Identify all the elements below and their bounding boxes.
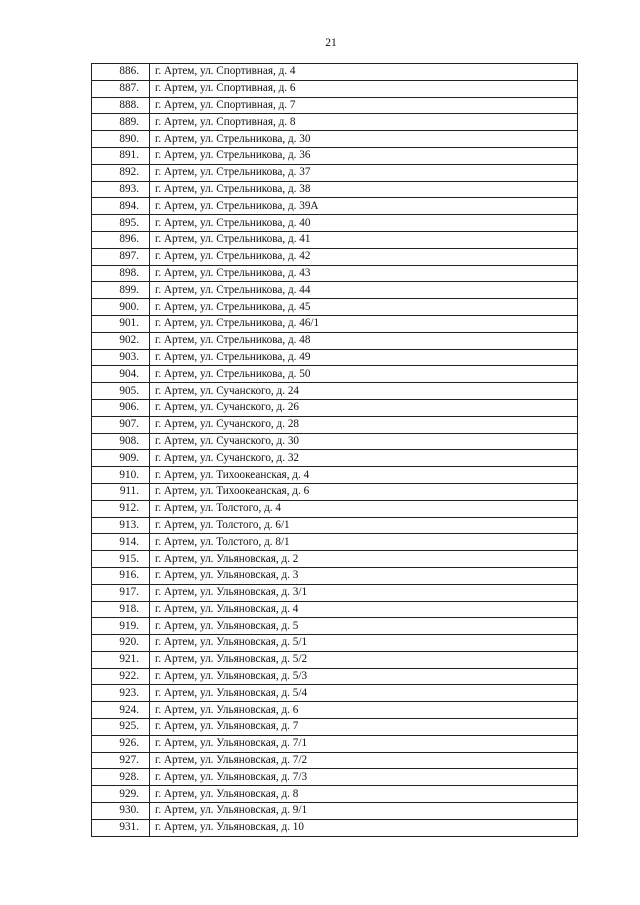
row-address: г. Артем, ул. Стрельникова, д. 50 — [150, 366, 578, 383]
row-address: г. Артем, ул. Ульяновская, д. 5/2 — [150, 651, 578, 668]
row-number: 892. — [92, 164, 150, 181]
row-number: 907. — [92, 416, 150, 433]
row-address: г. Артем, ул. Стрельникова, д. 42 — [150, 248, 578, 265]
row-address: г. Артем, ул. Стрельникова, д. 48 — [150, 332, 578, 349]
table-row — [92, 383, 578, 400]
row-number: 927. — [92, 752, 150, 769]
table-row — [92, 332, 578, 349]
row-number: 923. — [92, 685, 150, 702]
row-number: 918. — [92, 601, 150, 618]
row-number: 921. — [92, 651, 150, 668]
table-row — [92, 450, 578, 467]
row-number: 900. — [92, 299, 150, 316]
row-address: г. Артем, ул. Ульяновская, д. 3 — [150, 567, 578, 584]
row-number: 888. — [92, 97, 150, 114]
row-number: 928. — [92, 769, 150, 786]
row-address: г. Артем, ул. Ульяновская, д. 3/1 — [150, 584, 578, 601]
table-row — [92, 769, 578, 786]
table-row — [92, 181, 578, 198]
table-row — [92, 685, 578, 702]
table-row — [92, 517, 578, 534]
row-address: г. Артем, ул. Тихоокеанская, д. 6 — [150, 483, 578, 500]
row-address: г. Артем, ул. Стрельникова, д. 43 — [150, 265, 578, 282]
row-address: г. Артем, ул. Ульяновская, д. 7/1 — [150, 735, 578, 752]
row-address: г. Артем, ул. Сучанского, д. 30 — [150, 433, 578, 450]
row-address: г. Артем, ул. Стрельникова, д. 46/1 — [150, 315, 578, 332]
row-address: г. Артем, ул. Ульяновская, д. 4 — [150, 601, 578, 618]
table-row — [92, 366, 578, 383]
row-address: г. Артем, ул. Спортивная, д. 7 — [150, 97, 578, 114]
row-number: 913. — [92, 517, 150, 534]
table-row — [92, 719, 578, 736]
row-number: 931. — [92, 819, 150, 836]
row-address: г. Артем, ул. Сучанского, д. 26 — [150, 399, 578, 416]
row-address: г. Артем, ул. Ульяновская, д. 5/3 — [150, 668, 578, 685]
row-number: 899. — [92, 282, 150, 299]
address-table — [91, 63, 578, 837]
table-row — [92, 64, 578, 81]
table-row — [92, 567, 578, 584]
row-address: г. Артем, ул. Ульяновская, д. 5/1 — [150, 635, 578, 652]
row-address: г. Артем, ул. Сучанского, д. 28 — [150, 416, 578, 433]
row-number: 911. — [92, 483, 150, 500]
table-row — [92, 786, 578, 803]
row-address: г. Артем, ул. Спортивная, д. 8 — [150, 114, 578, 131]
table-row — [92, 198, 578, 215]
table-row — [92, 299, 578, 316]
table-row — [92, 803, 578, 820]
row-number: 904. — [92, 366, 150, 383]
table-row — [92, 114, 578, 131]
row-address: г. Артем, ул. Толстого, д. 8/1 — [150, 534, 578, 551]
row-address: г. Артем, ул. Спортивная, д. 6 — [150, 80, 578, 97]
row-address: г. Артем, ул. Стрельникова, д. 40 — [150, 215, 578, 232]
row-address: г. Артем, ул. Ульяновская, д. 5/4 — [150, 685, 578, 702]
row-address: г. Артем, ул. Стрельникова, д. 41 — [150, 231, 578, 248]
row-number: 889. — [92, 114, 150, 131]
row-number: 924. — [92, 702, 150, 719]
row-number: 902. — [92, 332, 150, 349]
table-row — [92, 349, 578, 366]
row-address: г. Артем, ул. Ульяновская, д. 7 — [150, 719, 578, 736]
row-address: г. Артем, ул. Стрельникова, д. 37 — [150, 164, 578, 181]
table-row — [92, 668, 578, 685]
table-row — [92, 819, 578, 836]
row-address: г. Артем, ул. Ульяновская, д. 6 — [150, 702, 578, 719]
row-address: г. Артем, ул. Стрельникова, д. 38 — [150, 181, 578, 198]
row-address: г. Артем, ул. Ульяновская, д. 8 — [150, 786, 578, 803]
table-row — [92, 164, 578, 181]
row-address: г. Артем, ул. Стрельникова, д. 36 — [150, 147, 578, 164]
table-row — [92, 635, 578, 652]
row-address: г. Артем, ул. Стрельникова, д. 30 — [150, 131, 578, 148]
row-number: 930. — [92, 803, 150, 820]
row-number: 901. — [92, 315, 150, 332]
row-address: г. Артем, ул. Стрельникова, д. 49 — [150, 349, 578, 366]
row-number: 912. — [92, 500, 150, 517]
table-row — [92, 584, 578, 601]
row-address: г. Артем, ул. Спортивная, д. 4 — [150, 64, 578, 81]
table-row — [92, 467, 578, 484]
row-number: 910. — [92, 467, 150, 484]
table-row — [92, 752, 578, 769]
row-address: г. Артем, ул. Ульяновская, д. 10 — [150, 819, 578, 836]
row-address: г. Артем, ул. Сучанского, д. 32 — [150, 450, 578, 467]
table-row — [92, 97, 578, 114]
table-row — [92, 215, 578, 232]
row-number: 905. — [92, 383, 150, 400]
row-number: 920. — [92, 635, 150, 652]
row-number: 919. — [92, 618, 150, 635]
address-table-body — [92, 64, 578, 837]
row-number: 925. — [92, 719, 150, 736]
row-address: г. Артем, ул. Стрельникова, д. 45 — [150, 299, 578, 316]
row-number: 897. — [92, 248, 150, 265]
table-row — [92, 500, 578, 517]
table-row — [92, 601, 578, 618]
row-number: 929. — [92, 786, 150, 803]
table-row — [92, 147, 578, 164]
row-number: 891. — [92, 147, 150, 164]
row-address: г. Артем, ул. Ульяновская, д. 7/2 — [150, 752, 578, 769]
row-address: г. Артем, ул. Ульяновская, д. 5 — [150, 618, 578, 635]
row-number: 916. — [92, 567, 150, 584]
row-number: 903. — [92, 349, 150, 366]
table-row — [92, 131, 578, 148]
table-row — [92, 315, 578, 332]
table-row — [92, 231, 578, 248]
row-number: 909. — [92, 450, 150, 467]
table-row — [92, 551, 578, 568]
table-row — [92, 80, 578, 97]
row-number: 886. — [92, 64, 150, 81]
row-number: 922. — [92, 668, 150, 685]
row-number: 895. — [92, 215, 150, 232]
table-row — [92, 399, 578, 416]
row-number: 898. — [92, 265, 150, 282]
row-number: 908. — [92, 433, 150, 450]
row-address: г. Артем, ул. Стрельникова, д. 44 — [150, 282, 578, 299]
table-row — [92, 282, 578, 299]
row-number: 915. — [92, 551, 150, 568]
table-row — [92, 735, 578, 752]
row-address: г. Артем, ул. Стрельникова, д. 39А — [150, 198, 578, 215]
row-number: 914. — [92, 534, 150, 551]
row-number: 890. — [92, 131, 150, 148]
row-address: г. Артем, ул. Ульяновская, д. 2 — [150, 551, 578, 568]
table-row — [92, 483, 578, 500]
table-row — [92, 618, 578, 635]
row-number: 906. — [92, 399, 150, 416]
table-row — [92, 651, 578, 668]
row-number: 887. — [92, 80, 150, 97]
table-row — [92, 534, 578, 551]
row-address: г. Артем, ул. Толстого, д. 4 — [150, 500, 578, 517]
row-number: 893. — [92, 181, 150, 198]
row-address: г. Артем, ул. Сучанского, д. 24 — [150, 383, 578, 400]
row-address: г. Артем, ул. Толстого, д. 6/1 — [150, 517, 578, 534]
row-number: 894. — [92, 198, 150, 215]
row-number: 926. — [92, 735, 150, 752]
table-row — [92, 248, 578, 265]
table-row — [92, 433, 578, 450]
row-number: 896. — [92, 231, 150, 248]
table-row — [92, 702, 578, 719]
row-address: г. Артем, ул. Ульяновская, д. 7/3 — [150, 769, 578, 786]
page-number: 21 — [325, 37, 337, 49]
table-row — [92, 416, 578, 433]
row-number: 917. — [92, 584, 150, 601]
table-row — [92, 265, 578, 282]
row-address: г. Артем, ул. Тихоокеанская, д. 4 — [150, 467, 578, 484]
row-address: г. Артем, ул. Ульяновская, д. 9/1 — [150, 803, 578, 820]
